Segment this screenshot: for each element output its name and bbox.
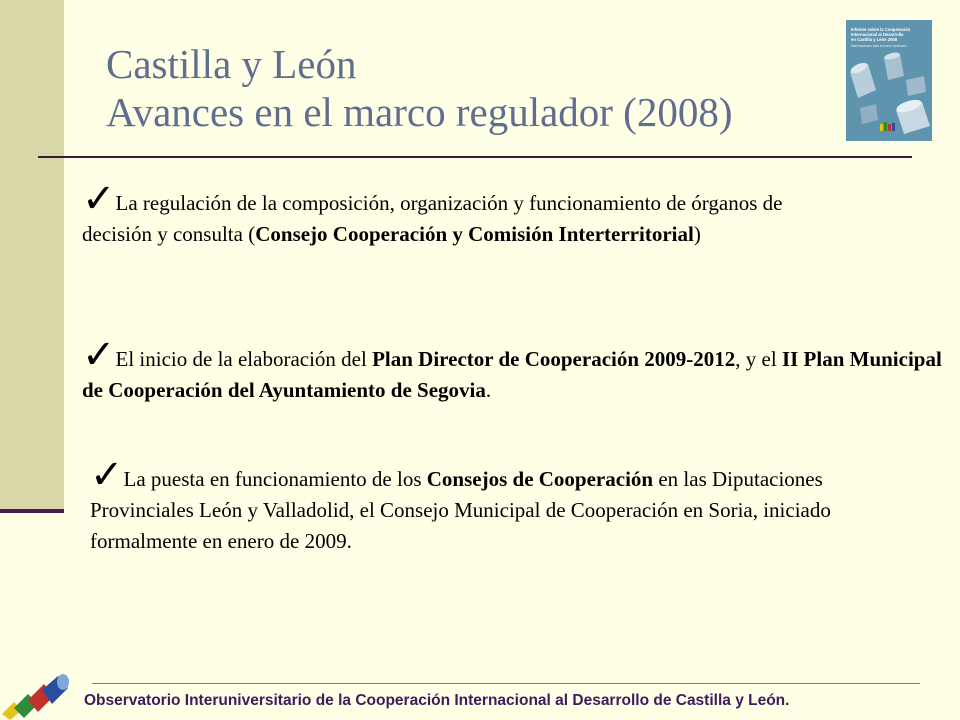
side-accent-bar	[0, 0, 64, 510]
bullet-plan-director	[82, 332, 942, 406]
bullet-1-text-c: )	[693, 222, 701, 246]
side-accent-line	[0, 509, 64, 513]
observatory-logo	[0, 672, 80, 720]
bullet-2-text-b: Plan Director de Cooperación 2009-2012	[372, 347, 736, 371]
bullet-1-text-a: La regulación de la composición, organización y funcionamiento de órganos de decisión y consulta (	[82, 191, 783, 246]
cover-text-line-4: Interrelaciones ante el nuevo escenario	[851, 44, 907, 48]
footer-divider	[92, 683, 920, 684]
cover-logo-mark	[880, 122, 895, 131]
bullet-1-text-b: Consejo Cooperación y Comisión Interterritorial	[255, 222, 694, 246]
check-icon: ✓	[82, 176, 116, 222]
check-icon: ✓	[90, 452, 124, 498]
check-icon: ✓	[82, 332, 116, 378]
bullet-2-text-d: II Plan Municipal de Cooperación del Ayuntamiento de Segovia	[82, 347, 942, 402]
bullet-2-text-c: , y el	[735, 347, 782, 371]
bullet-regulation	[82, 176, 842, 250]
page-title	[106, 40, 733, 136]
bullet-3-text-b: Consejos de Cooperación	[426, 467, 654, 491]
title-divider	[38, 156, 912, 158]
bullet-consejos	[90, 452, 890, 557]
report-cover-graphic	[846, 20, 932, 141]
title-line-1: Castilla y León	[106, 41, 357, 87]
bullet-2-text-e: .	[485, 378, 492, 402]
cover-cylinders	[849, 51, 930, 134]
bullet-3-text-c: en las Diputaciones Provinciales León y Valladolid, el Consejo Municipal de Cooperación en Soria, iniciado formalmente en enero de 2009.	[90, 467, 831, 553]
cover-text-line-2: Internacional al Desarrollo	[851, 32, 904, 37]
footer-text: Observatorio Interuniversitario de la Cooperación Internacional al Desarrollo de Castilla y León.	[84, 692, 790, 709]
bullet-3-text-a: La puesta en funcionamiento de los	[123, 467, 427, 491]
cover-text-line-1: Informe sobre la Cooperación	[851, 27, 911, 32]
title-line-2: Avances en el marco regulador (2008)	[106, 89, 733, 135]
bullet-2-text-a: El inicio de la elaboración del	[115, 347, 373, 371]
report-cover-image	[846, 20, 932, 141]
cover-text-line-3: en Castilla y León 2008	[851, 37, 898, 42]
